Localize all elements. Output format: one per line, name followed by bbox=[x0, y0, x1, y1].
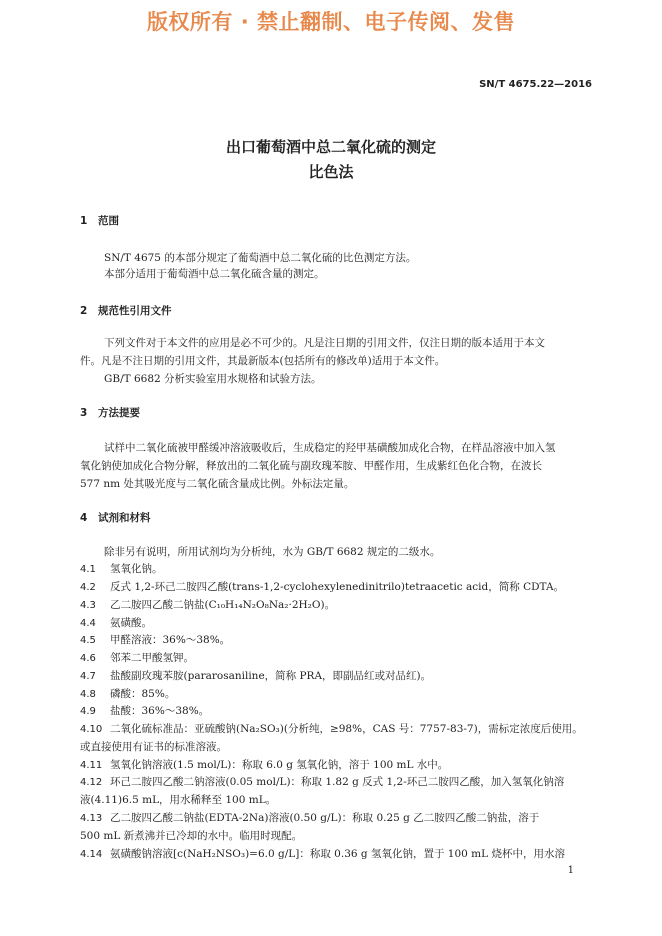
paragraph: SN/T 4675 的本部分规定了葡萄酒中总二氧化硫的比色测定方法。 bbox=[104, 252, 417, 264]
paragraph-line: 氧化钠使加成化合物分解，释放出的二氧化硫与副玫瑰苯胺、甲醛作用，生成紫红色化合物，在波长 bbox=[80, 460, 542, 472]
standard-number: SN/T 4675.22—2016 bbox=[479, 79, 592, 90]
item-number: 4.8 bbox=[80, 689, 96, 700]
item-number: 4.4 bbox=[80, 618, 96, 629]
section-number: 3 bbox=[80, 407, 88, 419]
item-text: 磷酸：85%。 bbox=[110, 688, 176, 700]
item-text: 氨磺酸。 bbox=[110, 617, 152, 629]
section-heading-2 bbox=[80, 304, 172, 318]
list-item bbox=[80, 775, 564, 790]
item-text: 盐酸副玫瑰苯胺(pararosaniline，简称 PRA，即副品红或对品红)。 bbox=[110, 670, 432, 682]
item-text: 反式 1,2-环己二胺四乙酸(trans-1,2-cyclohexylenedinitrilo)tetraacetic acid，简称 CDTA。 bbox=[110, 581, 565, 593]
list-item bbox=[80, 580, 564, 595]
item-text: 盐酸：36%～38%。 bbox=[110, 705, 210, 717]
list-item bbox=[80, 669, 431, 684]
section-heading-4 bbox=[80, 511, 151, 525]
item-number: 4.9 bbox=[80, 706, 96, 717]
paragraph-line: 试样中二氧化硫被甲醛缓冲溶液吸收后，生成稳定的羟甲基磺酸加成化合物，在样品溶液中加入氢 bbox=[104, 442, 556, 454]
section-number: 4 bbox=[80, 512, 88, 524]
item-text: 二氧化硫标准品：亚硫酸钠(Na₂SO₃)(分析纯，≥98%，CAS 号：7757-83-7)，需标定浓度后使用。 bbox=[110, 723, 583, 735]
section-title: 规范性引用文件 bbox=[98, 305, 172, 317]
item-number: 4.13 bbox=[80, 813, 103, 824]
list-item bbox=[80, 687, 175, 702]
list-item bbox=[80, 598, 335, 613]
item-number: 4.1 bbox=[80, 564, 96, 575]
item-number: 4.11 bbox=[80, 760, 103, 771]
section-title: 范围 bbox=[98, 215, 119, 227]
item-number: 4.5 bbox=[80, 635, 96, 646]
document-title: 出口葡萄酒中总二氧化硫的测定 bbox=[225, 138, 436, 156]
item-text: 氨磺酸钠溶液[c(NaH₂NSO₃)=6.0 g/L]：称取 0.36 g 氢氧化钠，置于 100 mL 烧杯中，用水溶 bbox=[110, 848, 565, 860]
section-number: 2 bbox=[80, 305, 88, 317]
item-number: 4.10 bbox=[80, 724, 103, 735]
item-text: 甲醛溶液：36%～38%。 bbox=[110, 634, 231, 646]
paragraph: GB/T 6682 分析实验室用水规格和试验方法。 bbox=[104, 373, 322, 385]
document-subtitle: 比色法 bbox=[308, 163, 354, 181]
paragraph-line: 件。凡是不注日期的引用文件，其最新版本(包括所有的修改单)适用于本文件。 bbox=[80, 355, 446, 367]
item-text: 乙二胺四乙酸二钠盐(C₁₀H₁₄N₂O₈Na₂·2H₂O)。 bbox=[110, 599, 336, 611]
section-heading-1 bbox=[80, 214, 119, 228]
list-item bbox=[80, 562, 163, 577]
list-item bbox=[80, 633, 230, 648]
item-text: 氢氧化钠溶液(1.5 mol/L)：称取 6.0 g 氢氧化钠，溶于 100 mL 水中。 bbox=[110, 759, 449, 771]
paragraph: 除非另有说明，所用试剂均为分析纯，水为 GB/T 6682 规定的二级水。 bbox=[104, 546, 441, 558]
list-item bbox=[80, 616, 152, 631]
paragraph-line: 下列文件对于本文件的应用是必不可少的。凡是注日期的引用文件，仅注日期的版本适用于本文 bbox=[104, 337, 545, 349]
item-number: 4.3 bbox=[80, 600, 96, 611]
item-text: 邻苯二甲酸氢钾。 bbox=[110, 652, 194, 664]
list-item bbox=[80, 811, 539, 826]
item-number: 4.7 bbox=[80, 671, 96, 682]
item-number: 4.12 bbox=[80, 777, 103, 788]
section-title: 方法提要 bbox=[98, 407, 140, 419]
list-item-continuation: 或直接使用有证书的标准溶液。 bbox=[80, 741, 227, 753]
item-number: 4.14 bbox=[80, 849, 103, 860]
item-text: 乙二胺四乙酸二钠盐(EDTA-2Na)溶液(0.50 g/L)：称取 0.25 g 乙二胺四乙酸二钠盐，溶于 bbox=[110, 812, 540, 824]
list-item-continuation: 500 mL 新煮沸并已冷却的水中。临用时现配。 bbox=[80, 830, 303, 842]
paragraph: 本部分适用于葡萄酒中总二氧化硫含量的测定。 bbox=[104, 268, 325, 280]
item-number: 4.2 bbox=[80, 582, 96, 593]
list-item-continuation: 液(4.11)6.5 mL，用水稀释至 100 mL。 bbox=[80, 794, 277, 806]
list-item bbox=[80, 704, 209, 719]
item-text: 环己二胺四乙酸二钠溶液(0.05 mol/L)：称取 1.82 g 反式 1,2-环己二胺四乙酸，加入氢氧化钠溶 bbox=[110, 776, 565, 788]
item-text: 氢氧化钠。 bbox=[110, 563, 163, 575]
section-number: 1 bbox=[80, 215, 88, 227]
list-item bbox=[80, 722, 583, 737]
watermark-banner: 版权所有 · 禁止翻制、电子传阅、发售 bbox=[146, 10, 516, 34]
paragraph-line: 577 nm 处其吸光度与二氧化硫含量成比例。外标法定量。 bbox=[80, 478, 355, 490]
list-item bbox=[80, 758, 448, 773]
item-number: 4.6 bbox=[80, 653, 96, 664]
list-item bbox=[80, 651, 194, 666]
page-number: 1 bbox=[567, 865, 574, 876]
section-title: 试剂和材料 bbox=[98, 512, 151, 524]
section-heading-3 bbox=[80, 406, 140, 420]
list-item bbox=[80, 847, 565, 862]
